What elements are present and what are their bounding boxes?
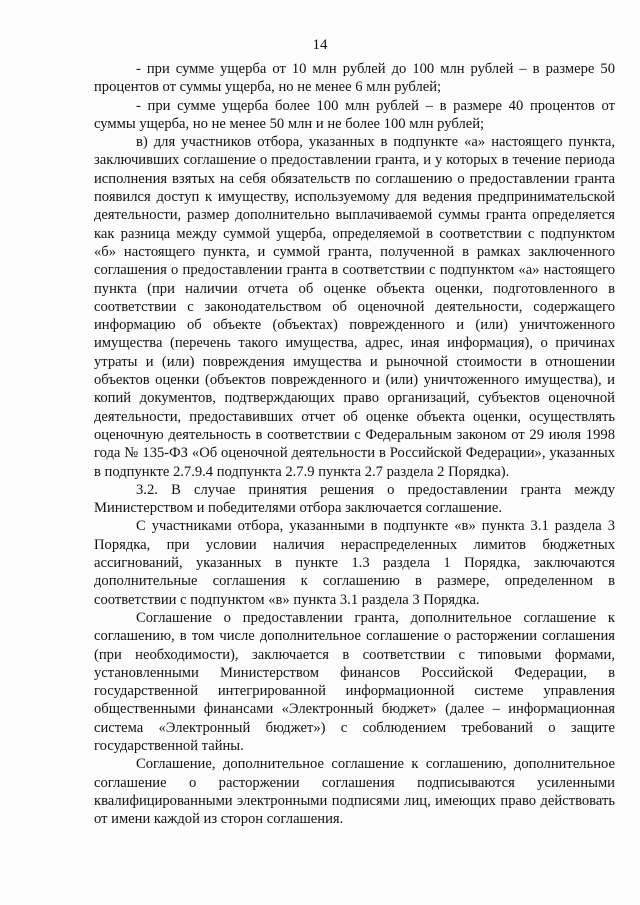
paragraph-signatures: Соглашение, дополнительное соглашение к соглашению, дополнительное соглашение о расторжении соглашения подписываются усиленными квалифицированными электронными подписями лиц, имеющих право действовать от имени каждой из сторон соглашения.	[94, 756, 615, 828]
page-number: 14	[312, 37, 328, 53]
paragraph-subpoint-v: в) для участников отбора, указанных в подпункте «а» настоящего пункта, заключивших соглашение о предоставлении гранта, и у которых в течение периода исполнения взятых на себя обязательств по соглашению о предоставлении гранта появился доступ к имуществу, используемому для ведения предпринимательской деятельности, размер дополнительно выплачиваемой суммы гранта определяется как разница между суммой ущерба, определяемой в соответствии с подпунктом «б» настоящего пункта, и суммой гранта, полученной в рамках заключенного соглашения о предоставлении гранта в соответствии с подпунктом «а» настоящего пункта (при наличии отчета об оценке объекта оценки, подготовленного в соответствии с законодательством об оценочной деятельности, содержащего информацию об объекте (объектах) поврежденного и (или) уничтоженного имущества (перечень такого имущества, адрес, иная информация), о причинах утраты и (или) повреждения имущества и рыночной стоимости в отношении объектов оценки (объектов поврежденного и (или) уничтоженного имущества), и копий документов, подтверждающих право организаций, субъектов оценочной деятельности, предоставивших отчет об оценке объекта оценки, осуществлять оценочную деятельность в соответствии с Федеральным законом от 29 июля 1998 года № 135-ФЗ «Об оценочной деятельности в Российской Федерации», указанных в подпункте 2.7.9.4 подпункта 2.7.9 пункта 2.7 раздела 2 Порядка).	[94, 134, 615, 480]
paragraph-agreement-forms: Соглашение о предоставлении гранта, дополнительное соглашение к соглашению, в том числе дополнительное соглашение о расторжении соглашения (при необходимости), заключается в соответствии с типовыми формами, установленными Министерством финансов Российской Федерации, в государственной интегрированной информационной системе управления общественными финансами «Электронный бюджет» (далее – информационная система «Электронный бюджет») с соблюдением требований о защите государственной тайны.	[94, 609, 615, 754]
paragraph-additional-agreements: С участниками отбора, указанными в подпункте «в» пункта 3.1 раздела 3 Порядка, при условии наличия нераспределенных лимитов бюджетных ассигнований, указанных в пункте 1.3 раздела 1 Порядка, заключаются дополнительные соглашения к соглашению в размере, определенном в соответствии с подпунктом «в» пункта 3.1 раздела 3 Порядка.	[94, 518, 615, 608]
paragraph-damage-10-100: - при сумме ущерба от 10 млн рублей до 100 млн рублей – в размере 50 процентов от суммы ущерба, но не менее 6 млн рублей;	[94, 61, 615, 96]
paragraph-3-2: 3.2. В случае принятия решения о предоставлении гранта между Министерством и победителями отбора заключается соглашение.	[94, 481, 615, 517]
document-body	[94, 60, 615, 828]
paragraph-damage-over-100: - при сумме ущерба более 100 млн рублей – в размере 40 процентов от суммы ущерба, но не менее 50 млн и не более 100 млн рублей;	[94, 97, 615, 132]
